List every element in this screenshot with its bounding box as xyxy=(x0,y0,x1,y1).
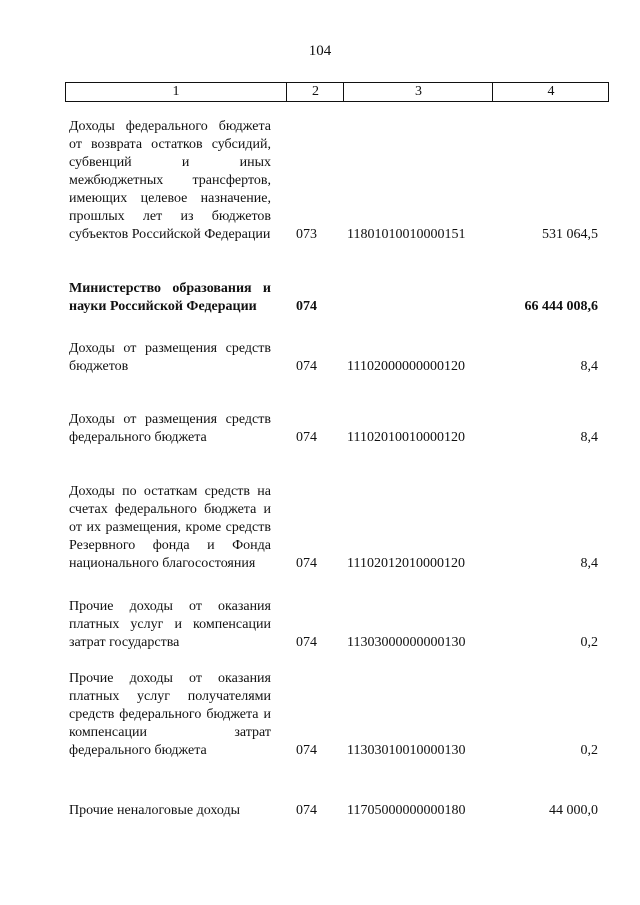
table-row xyxy=(0,802,640,820)
table-row xyxy=(0,262,640,316)
table-row xyxy=(0,393,640,447)
row-description: Прочие доходы от оказания платных услуг получателями средств федерального бюджета и компенсации затрат федерального бюджета xyxy=(69,671,271,758)
table-row xyxy=(0,670,640,760)
row-amount: 0,2 xyxy=(580,743,598,758)
row-kbk: 11303010010000130 xyxy=(347,743,466,758)
table-row xyxy=(0,340,640,376)
row-amount: 8,4 xyxy=(580,556,598,571)
row-amount: 8,4 xyxy=(580,359,598,374)
row-description: Доходы по остаткам средств на счетах федерального бюджета и от их размещения, кроме средств Резервного фонда и Фонда национального благосостояния xyxy=(69,484,271,571)
table-row xyxy=(0,465,640,573)
table-row xyxy=(0,104,640,244)
column-header-4: 4 xyxy=(492,83,609,101)
page-number: 104 xyxy=(308,43,332,59)
row-amount: 66 444 008,6 xyxy=(524,299,598,314)
row-kbk: 11303000000000130 xyxy=(347,635,466,650)
row-code: 074 xyxy=(296,803,317,818)
row-amount: 8,4 xyxy=(580,430,598,445)
row-code: 074 xyxy=(296,556,317,571)
row-description: Доходы от размещения средств бюджетов xyxy=(69,341,271,374)
row-kbk: 11705000000000180 xyxy=(347,803,466,818)
row-code: 074 xyxy=(296,743,317,758)
row-code: 074 xyxy=(296,635,317,650)
row-amount: 0,2 xyxy=(580,635,598,650)
row-description: Прочие доходы от оказания платных услуг и компенсации затрат государства xyxy=(69,599,271,650)
row-description: Доходы от размещения средств федерального бюджета xyxy=(69,412,271,445)
row-kbk: 11102000000000120 xyxy=(347,359,465,374)
row-code: 074 xyxy=(296,299,317,314)
row-description: Прочие неналоговые доходы xyxy=(69,803,241,818)
row-description: Министерство образования и науки Российской Федерации xyxy=(69,281,271,314)
row-description: Доходы федерального бюджета от возврата остатков субсидий, субвенций и иных межбюджетных трансфертов, имеющих целевое назначение, прошлых лет из бюджетов субъектов Российской Федерации xyxy=(69,119,271,242)
column-header-3: 3 xyxy=(343,83,493,101)
row-code: 074 xyxy=(296,359,317,374)
row-code: 073 xyxy=(296,227,317,242)
table-row xyxy=(0,598,640,652)
column-header-2: 2 xyxy=(286,83,344,101)
column-header-1: 1 xyxy=(172,84,180,99)
row-kbk: 11102012010000120 xyxy=(347,556,465,571)
row-amount: 531 064,5 xyxy=(542,227,598,242)
row-kbk: 11801010010000151 xyxy=(347,227,466,242)
row-amount: 44 000,0 xyxy=(549,803,598,818)
row-kbk: 11102010010000120 xyxy=(347,430,465,445)
row-code: 074 xyxy=(296,430,317,445)
table-header xyxy=(65,82,609,102)
